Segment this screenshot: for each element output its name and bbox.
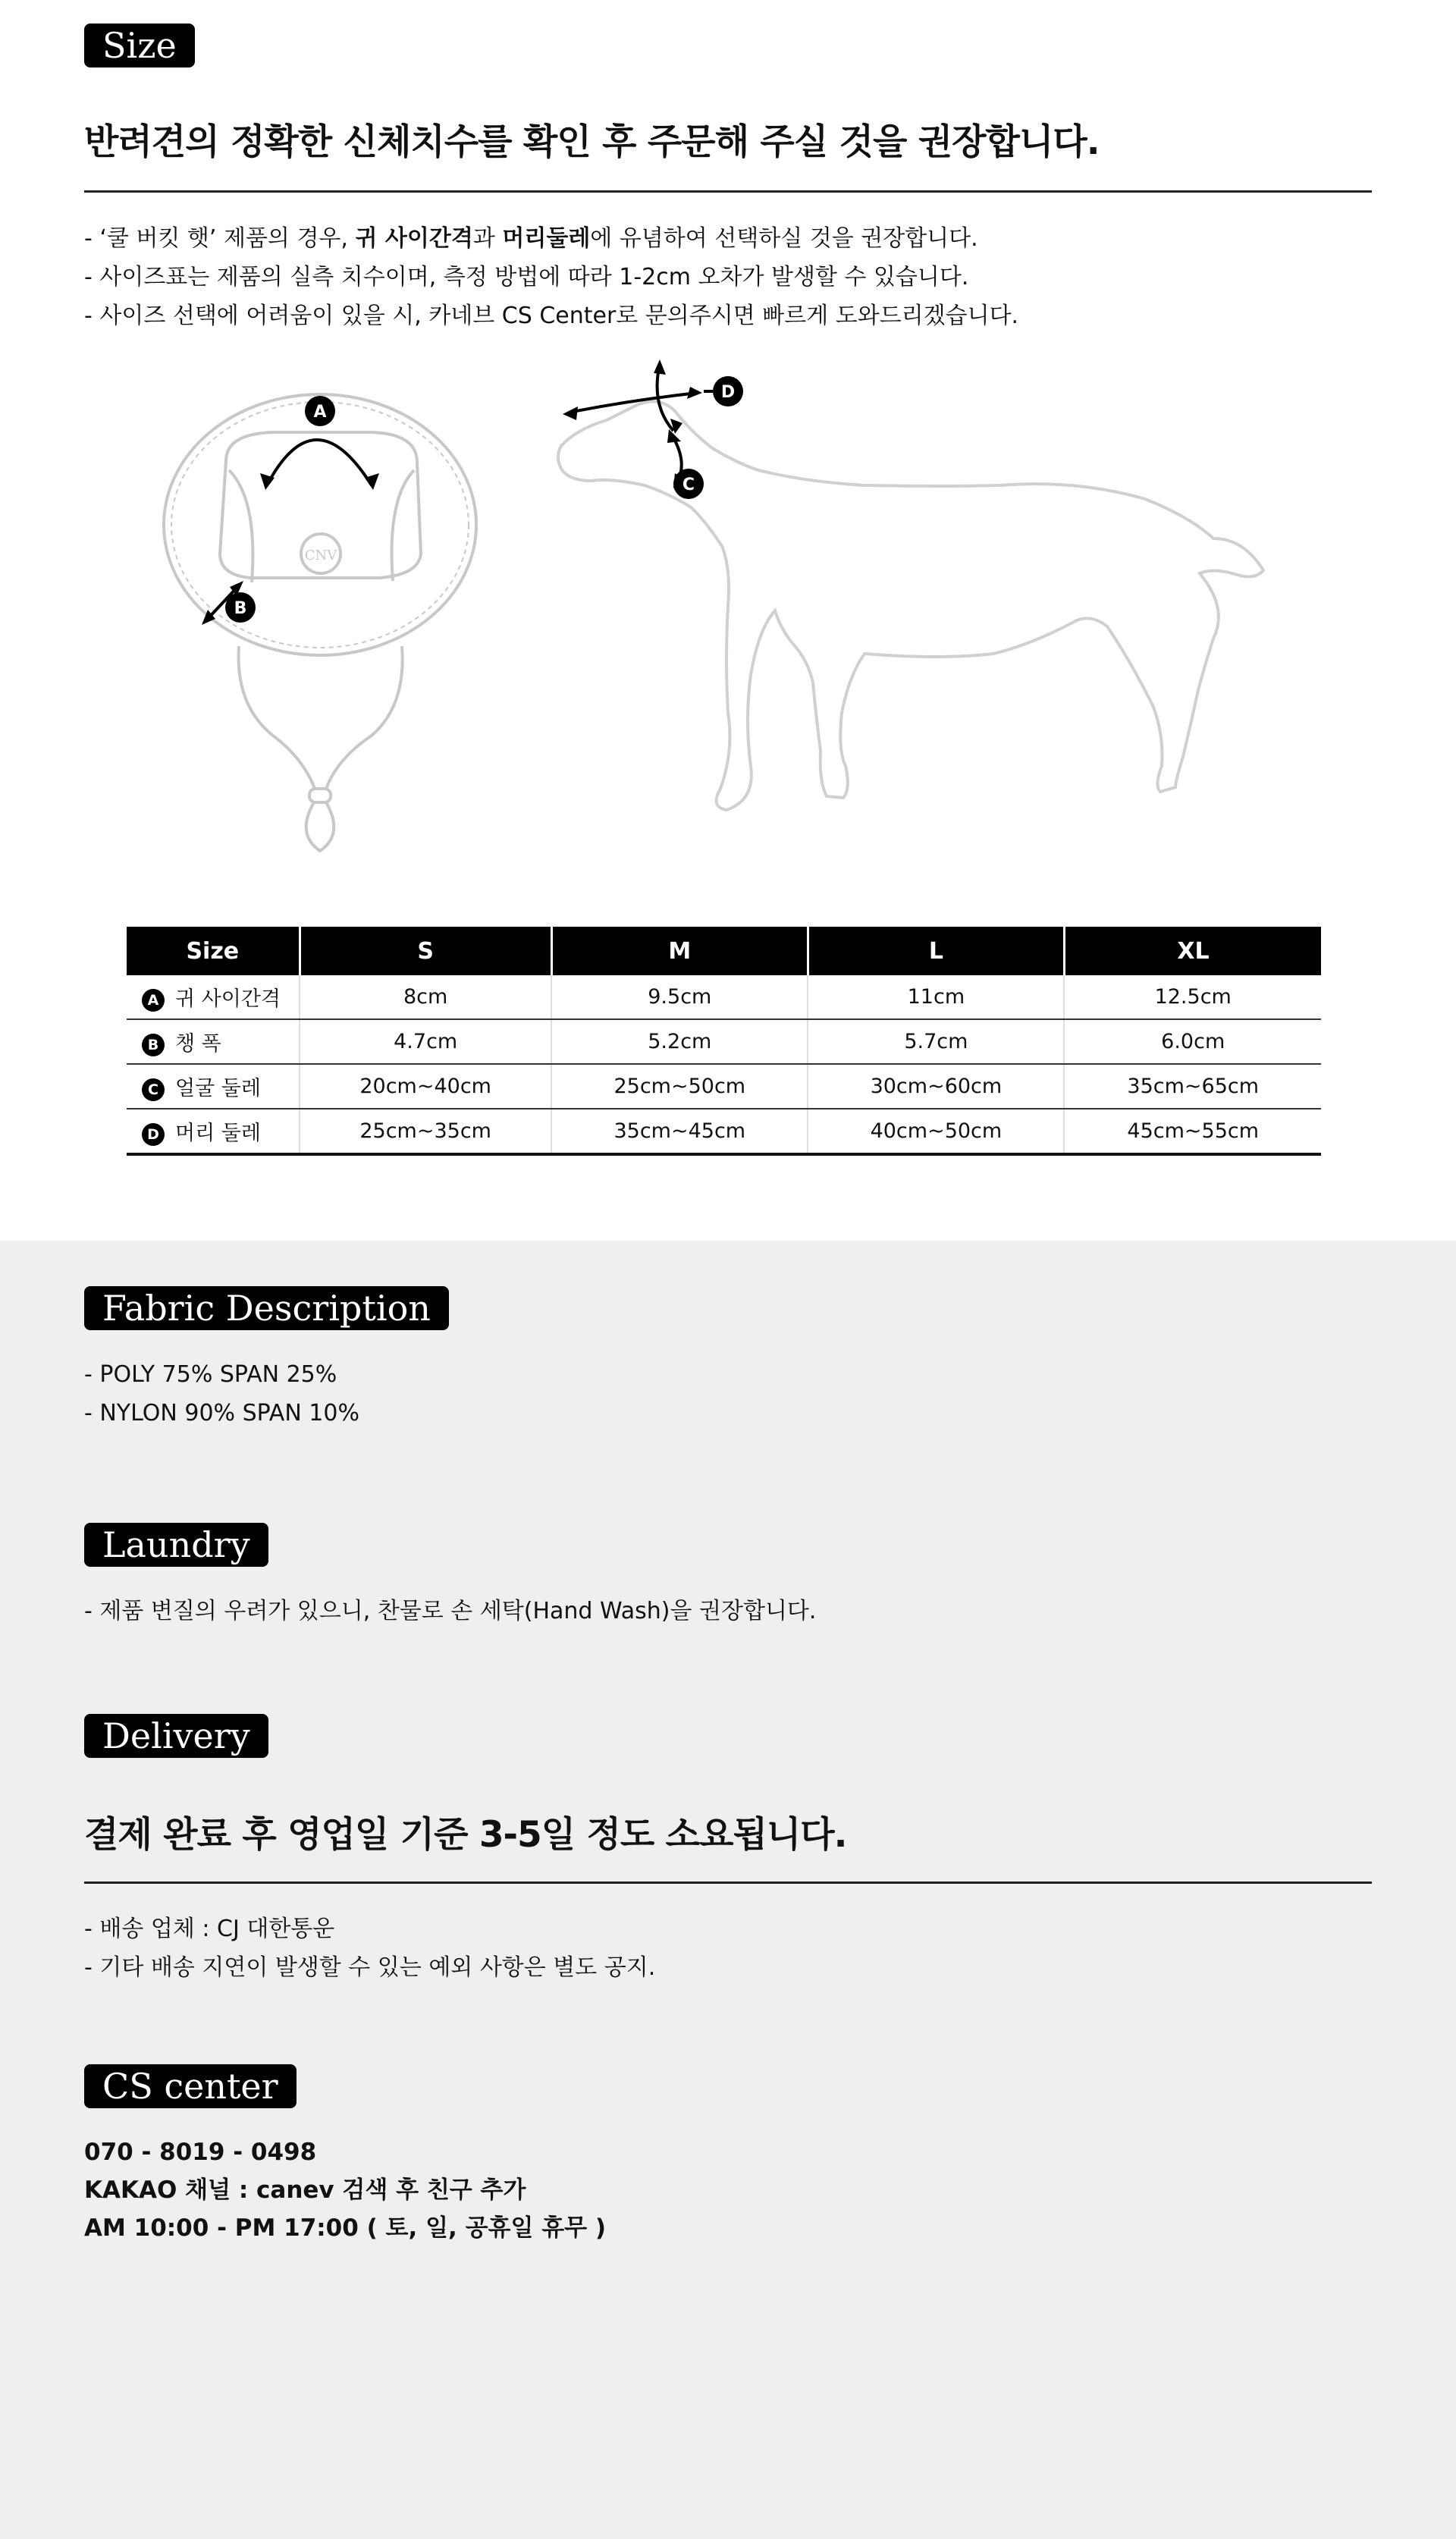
cs-phone: 070 - 8019 - 0498 xyxy=(84,2139,317,2166)
table-cell: 5.7cm xyxy=(808,1019,1064,1064)
size-divider xyxy=(84,190,1372,193)
table-row xyxy=(127,1064,1321,1109)
row-label: A 귀 사이간격 xyxy=(127,975,300,1019)
table-cell: 25cm~50cm xyxy=(551,1064,808,1109)
table-cell: 35cm~45cm xyxy=(551,1109,808,1154)
laundry-tag: Laundry xyxy=(84,1523,268,1567)
table-cell: 35cm~65cm xyxy=(1064,1064,1321,1109)
size-note-3: - 사이즈 선택에 어려움이 있을 시, 카네브 CS Center로 문의주시면 빠르게 도와드리겠습니다. xyxy=(84,303,1019,329)
delivery-line-1: - 배송 업체 : CJ 대한통운 xyxy=(84,1916,335,1942)
table-cell: 5.2cm xyxy=(551,1019,808,1064)
size-note-2: - 사이즈표는 제품의 실측 치수이며, 측정 방법에 따라 1-2cm 오차가 발생할 수 있습니다. xyxy=(84,264,969,290)
table-cell: 11cm xyxy=(808,975,1064,1019)
delivery-divider xyxy=(84,1881,1372,1884)
fabric-line-1: - POLY 75% SPAN 25% xyxy=(84,1361,337,1388)
table-cell: 8cm xyxy=(300,975,551,1019)
size-table-header xyxy=(127,927,1321,975)
header-xl: XL xyxy=(1064,927,1321,975)
marker-a-hat: A xyxy=(313,403,327,422)
table-row xyxy=(127,1109,1321,1154)
cs-tag: CS center xyxy=(84,2064,297,2108)
table-row xyxy=(127,1019,1321,1064)
badge-d: D xyxy=(142,1123,165,1146)
row-label: C 얼굴 둘레 xyxy=(127,1064,300,1109)
dog-diagram xyxy=(546,356,1304,872)
size-note-1: - ‘쿨 버킷 햇’ 제품의 경우, 귀 사이간격과 머리둘레에 유념하여 선택하실 것을 권장합니다. xyxy=(84,225,978,252)
delivery-lines xyxy=(84,1910,655,1987)
header-s: S xyxy=(300,927,551,975)
fabric-line-2: - NYLON 90% SPAN 10% xyxy=(84,1400,359,1426)
badge-b: B xyxy=(142,1034,165,1056)
delivery-headline: 결제 완료 후 영업일 기준 3-5일 정도 소요됩니다. xyxy=(84,1814,847,1856)
table-cell: 9.5cm xyxy=(551,975,808,1019)
delivery-line-2: - 기타 배송 지연이 발생할 수 있는 예외 사항은 별도 공지. xyxy=(84,1954,656,1981)
table-cell: 20cm~40cm xyxy=(300,1064,551,1109)
table-cell: 12.5cm xyxy=(1064,975,1321,1019)
table-cell: 4.7cm xyxy=(300,1019,551,1064)
info-background xyxy=(0,1241,1456,2539)
table-cell: 25cm~35cm xyxy=(300,1109,551,1154)
table-cell: 45cm~55cm xyxy=(1064,1109,1321,1154)
size-tag: Size xyxy=(84,24,195,67)
hat-diagram xyxy=(152,379,500,872)
cs-kakao: KAKAO 채널 : canev 검색 후 친구 추가 xyxy=(84,2177,526,2204)
cs-lines xyxy=(84,2133,606,2247)
hat-logo: CNV xyxy=(304,548,337,563)
marker-b-hat: B xyxy=(234,599,247,618)
header-size: Size xyxy=(127,927,300,975)
size-headline: 반려견의 정확한 신체치수를 확인 후 주문해 주실 것을 권장합니다. xyxy=(84,121,1100,163)
row-label: B 챙 폭 xyxy=(127,1019,300,1064)
table-cell: 40cm~50cm xyxy=(808,1109,1064,1154)
laundry-lines xyxy=(84,1592,816,1630)
cs-hours: AM 10:00 - PM 17:00 ( 토, 일, 공휴일 휴무 ) xyxy=(84,2214,607,2242)
table-row xyxy=(127,975,1321,1019)
size-notes xyxy=(84,219,1018,335)
laundry-line-1: - 제품 변질의 우려가 있으니, 찬물로 손 세탁(Hand Wash)을 권장합니다. xyxy=(84,1598,817,1624)
table-cell: 6.0cm xyxy=(1064,1019,1321,1064)
row-label: D 머리 둘레 xyxy=(127,1109,300,1154)
badge-c: C xyxy=(142,1078,165,1101)
header-l: L xyxy=(808,927,1064,975)
fabric-tag: Fabric Description xyxy=(84,1286,449,1330)
table-cell: 30cm~60cm xyxy=(808,1064,1064,1109)
header-m: M xyxy=(551,927,808,975)
marker-d-dog: D xyxy=(720,383,736,402)
size-table xyxy=(127,927,1321,1156)
marker-c-dog: C xyxy=(682,475,695,494)
fabric-lines xyxy=(84,1355,359,1433)
badge-a: A xyxy=(142,989,165,1012)
delivery-tag: Delivery xyxy=(84,1714,268,1758)
